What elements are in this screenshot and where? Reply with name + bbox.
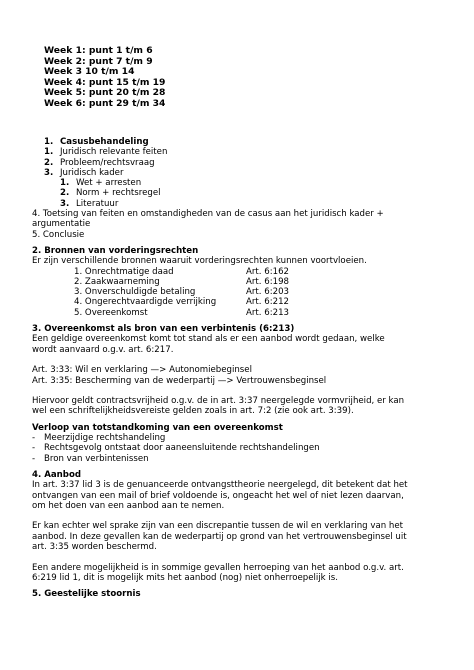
week-line: Week 1: punt 1 t/m 6 bbox=[44, 45, 153, 56]
source-article: Art. 6:198 bbox=[246, 276, 290, 287]
paragraph: Er zijn verschillende bronnen waaruit vorderingsrechten kunnen voortvloeien. bbox=[32, 256, 367, 267]
paragraph-line: aanbod. In deze gevallen kan de wederpartij op grond van het vertrouwensbeginsel uit bbox=[32, 531, 407, 542]
outline-text: Norm + rechtsregel bbox=[75, 188, 161, 199]
source-row bbox=[32, 267, 452, 277]
outline-number: 3. bbox=[44, 167, 54, 178]
dash-bullet: - bbox=[32, 443, 36, 454]
outline-text: Literatuur bbox=[75, 198, 119, 209]
outline-heading: Casusbehandeling bbox=[59, 137, 149, 147]
outline-text: Juridisch kader bbox=[59, 167, 124, 178]
outline-subitem bbox=[32, 199, 452, 209]
source-row bbox=[32, 277, 452, 287]
outline-item-continuation: argumentatie bbox=[32, 219, 91, 230]
source-row bbox=[32, 297, 452, 307]
source-row bbox=[32, 308, 452, 318]
week-line: Week 5: punt 20 t/m 28 bbox=[44, 87, 166, 99]
outline-number: 2. bbox=[60, 188, 70, 199]
outline-text: Juridisch relevante feiten bbox=[59, 147, 168, 158]
paragraph-line: 6:219 lid 1, dit is mogelijk mits het aanbod (nog) niet onherroepelijk is. bbox=[32, 572, 338, 583]
section-heading: 2. Bronnen van vorderingsrechten bbox=[32, 245, 199, 256]
outline-item bbox=[32, 147, 452, 157]
outline-number: 1. bbox=[60, 178, 70, 189]
paragraph-line: art. 3:35 worden beschermd. bbox=[32, 541, 157, 552]
outline-number: 2. bbox=[44, 157, 54, 168]
section-heading: 5. Geestelijke stoornis bbox=[32, 589, 141, 600]
paragraph-line: In art. 3:37 lid 3 is de genuanceerde ontvangsttheorie neergelegd, dit betekent dat het bbox=[32, 480, 408, 491]
source-label: 2. Zaakwaarneming bbox=[74, 276, 160, 287]
paragraph-line: Een geldige overeenkomst komt tot stand als er een aanbod wordt gedaan, welke bbox=[32, 334, 385, 345]
list-item-text: Meerzijdige rechtshandeling bbox=[44, 433, 166, 444]
section-heading: 4. Aanbod bbox=[32, 469, 82, 480]
source-label: 4. Ongerechtvaardigde verrijking bbox=[74, 297, 217, 308]
week-line: Week 2: punt 7 t/m 9 bbox=[44, 55, 153, 67]
list-item bbox=[32, 443, 452, 453]
dash-bullet: - bbox=[32, 453, 36, 464]
paragraph-line: Een andere mogelijkheid is in sommige gevallen herroeping van het aanbod o.g.v. art. bbox=[32, 562, 404, 573]
outline-text: Probleem/rechtsvraag bbox=[59, 157, 155, 168]
list-item-text: Rechtsgevolg ontstaat door aaneensluitende rechtshandelingen bbox=[44, 443, 320, 454]
section-heading: 3. Overeenkomst als bron van een verbintenis (6:213) bbox=[32, 324, 295, 335]
outline-item bbox=[32, 168, 452, 178]
outline-number: 1. bbox=[44, 147, 54, 158]
source-article: Art. 6:203 bbox=[246, 287, 290, 298]
outline-subitem bbox=[32, 178, 452, 188]
paragraph-line: Art. 3:35: Bescherming van de wederpartij —> Vertrouwensbeginsel bbox=[32, 375, 327, 386]
paragraph-line: wordt aanvaard o.g.v. art. 6:217. bbox=[32, 344, 174, 355]
outline-number: 1. bbox=[44, 137, 54, 147]
list-item-text: Bron van verbintenissen bbox=[44, 453, 149, 464]
list-item bbox=[32, 433, 452, 443]
paragraph-line: ontvangen van een mail of brief voldoende is, ongeacht het wel of niet lezen daarvan, bbox=[32, 490, 404, 501]
paragraph-line: Hiervoor geldt contractsvrijheid o.g.v. de in art. 3:37 neergelegde vormvrijheid, er kan bbox=[32, 396, 405, 407]
dash-bullet: - bbox=[32, 433, 36, 444]
section-heading: Verloop van totstandkoming van een overeenkomst bbox=[32, 422, 283, 433]
source-label: 1. Onrechtmatige daad bbox=[74, 266, 174, 277]
paragraph-line: Art. 3:33: Wil en verklaring —> Autonomiebeginsel bbox=[32, 365, 252, 376]
week-line: Week 6: punt 29 t/m 34 bbox=[44, 97, 166, 109]
paragraph-line: Er kan echter wel sprake zijn van een discrepantie tussen de wil en verklaring van het bbox=[32, 521, 404, 532]
source-row bbox=[32, 287, 452, 297]
outline-item bbox=[32, 158, 452, 168]
outline-number: 3. bbox=[60, 198, 70, 209]
outline-item bbox=[32, 137, 452, 147]
outline-text: Wet + arresten bbox=[75, 178, 142, 189]
source-article: Art. 6:213 bbox=[246, 307, 290, 318]
document-body bbox=[32, 137, 452, 599]
source-article: Art. 6:162 bbox=[246, 266, 290, 277]
week-line: Week 4: punt 15 t/m 19 bbox=[44, 76, 166, 88]
week-schedule bbox=[44, 46, 165, 110]
list-item bbox=[32, 454, 452, 464]
week-line: Week 3 10 t/m 14 bbox=[44, 66, 135, 78]
source-label: 5. Overeenkomst bbox=[74, 307, 148, 318]
outline-item: 4. Toetsing van feiten en omstandigheden van de casus aan het juridisch kader + bbox=[32, 209, 384, 220]
paragraph-line: om het doen van een aanbod aan te nemen. bbox=[32, 500, 225, 511]
outline-item: 5. Conclusie bbox=[32, 229, 85, 240]
outline-subitem bbox=[32, 188, 452, 198]
source-label: 3. Onverschuldigde betaling bbox=[74, 287, 196, 298]
paragraph-line: wel een schriftelijkheidsvereiste gelden zoals in art. 7:2 (zie ook art. 3:39). bbox=[32, 406, 354, 417]
source-article: Art. 6:212 bbox=[246, 297, 290, 308]
